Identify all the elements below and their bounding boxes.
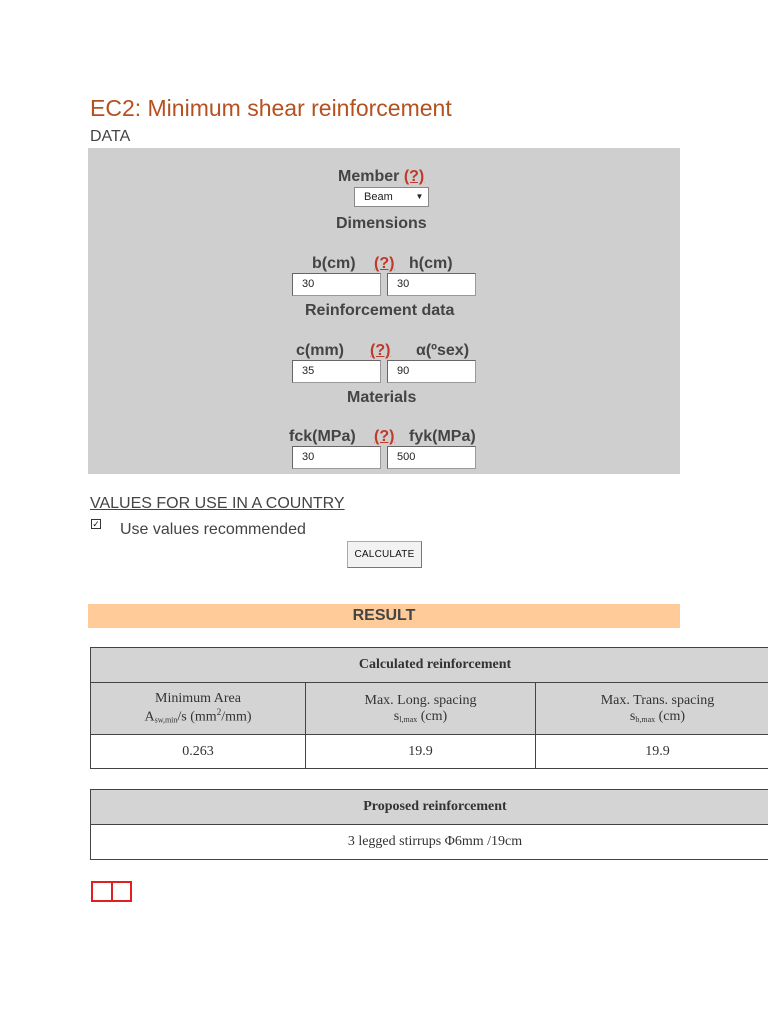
fck-label: fck(MPa) [289, 428, 356, 445]
calculate-button[interactable]: CALCULATE [347, 541, 422, 568]
member-select-value: Beam [364, 191, 393, 203]
chevron-down-icon[interactable]: ▼ [415, 192, 424, 201]
alpha-label: α(ºsex) [416, 342, 470, 359]
fck-input[interactable]: 30 [292, 446, 381, 469]
long-spacing-value: 19.9 [306, 735, 536, 769]
calculated-reinforcement-table [90, 647, 768, 769]
member-select[interactable] [354, 187, 429, 207]
member-help-link[interactable]: (?) [403, 168, 425, 185]
page-title: EC2: Minimum shear reinforcement [90, 95, 452, 121]
reinforcement-heading: Reinforcement data [305, 302, 455, 319]
dimensions-help-link[interactable]: (?) [374, 255, 395, 272]
c-label: c(mm) [296, 342, 345, 359]
min-area-column-header: Minimum Area $A_{sw,min}/s$ $(mm^2/mm)$ [91, 683, 306, 735]
fyk-input[interactable]: 500 [387, 446, 476, 469]
check-icon: ✓ [92, 519, 100, 529]
proposed-reinforcement-header: Proposed reinforcement [91, 790, 768, 825]
trans-spacing-column-header: Max. Trans. spacing $s_{b,max}$ (cm) [536, 683, 768, 735]
recommended-values-label: Use values recommended [120, 521, 306, 538]
h-label: h(cm) [409, 255, 453, 272]
c-input[interactable]: 35 [292, 360, 381, 383]
proposed-reinforcement-value: 3 legged stirrups Φ6mm /19cm [91, 825, 768, 860]
dimensions-heading: Dimensions [336, 215, 427, 232]
long-spacing-column-header: Max. Long. spacing $s_{l,max}$ (cm) [306, 683, 536, 735]
page-marker-icon [91, 881, 132, 902]
materials-help-link[interactable]: (?) [374, 428, 395, 445]
h-input[interactable]: 30 [387, 273, 476, 296]
materials-heading: Materials [347, 389, 417, 406]
b-label: b(cm) [312, 255, 356, 272]
reinforcement-help-link[interactable]: (?) [370, 342, 391, 359]
country-heading: VALUES FOR USE IN A COUNTRY [90, 495, 345, 512]
fyk-label: fyk(MPa) [409, 428, 476, 445]
calculated-reinforcement-header: Calculated reinforcement [91, 648, 768, 683]
min-area-value: 0.263 [91, 735, 306, 769]
result-heading: RESULT [88, 604, 680, 628]
proposed-reinforcement-table [90, 789, 768, 860]
trans-spacing-value: 19.9 [536, 735, 768, 769]
alpha-input[interactable]: 90 [387, 360, 476, 383]
member-label: Member (?) [338, 168, 425, 185]
data-heading: DATA [90, 128, 131, 145]
recommended-values-checkbox[interactable] [91, 519, 101, 529]
b-input[interactable]: 30 [292, 273, 381, 296]
